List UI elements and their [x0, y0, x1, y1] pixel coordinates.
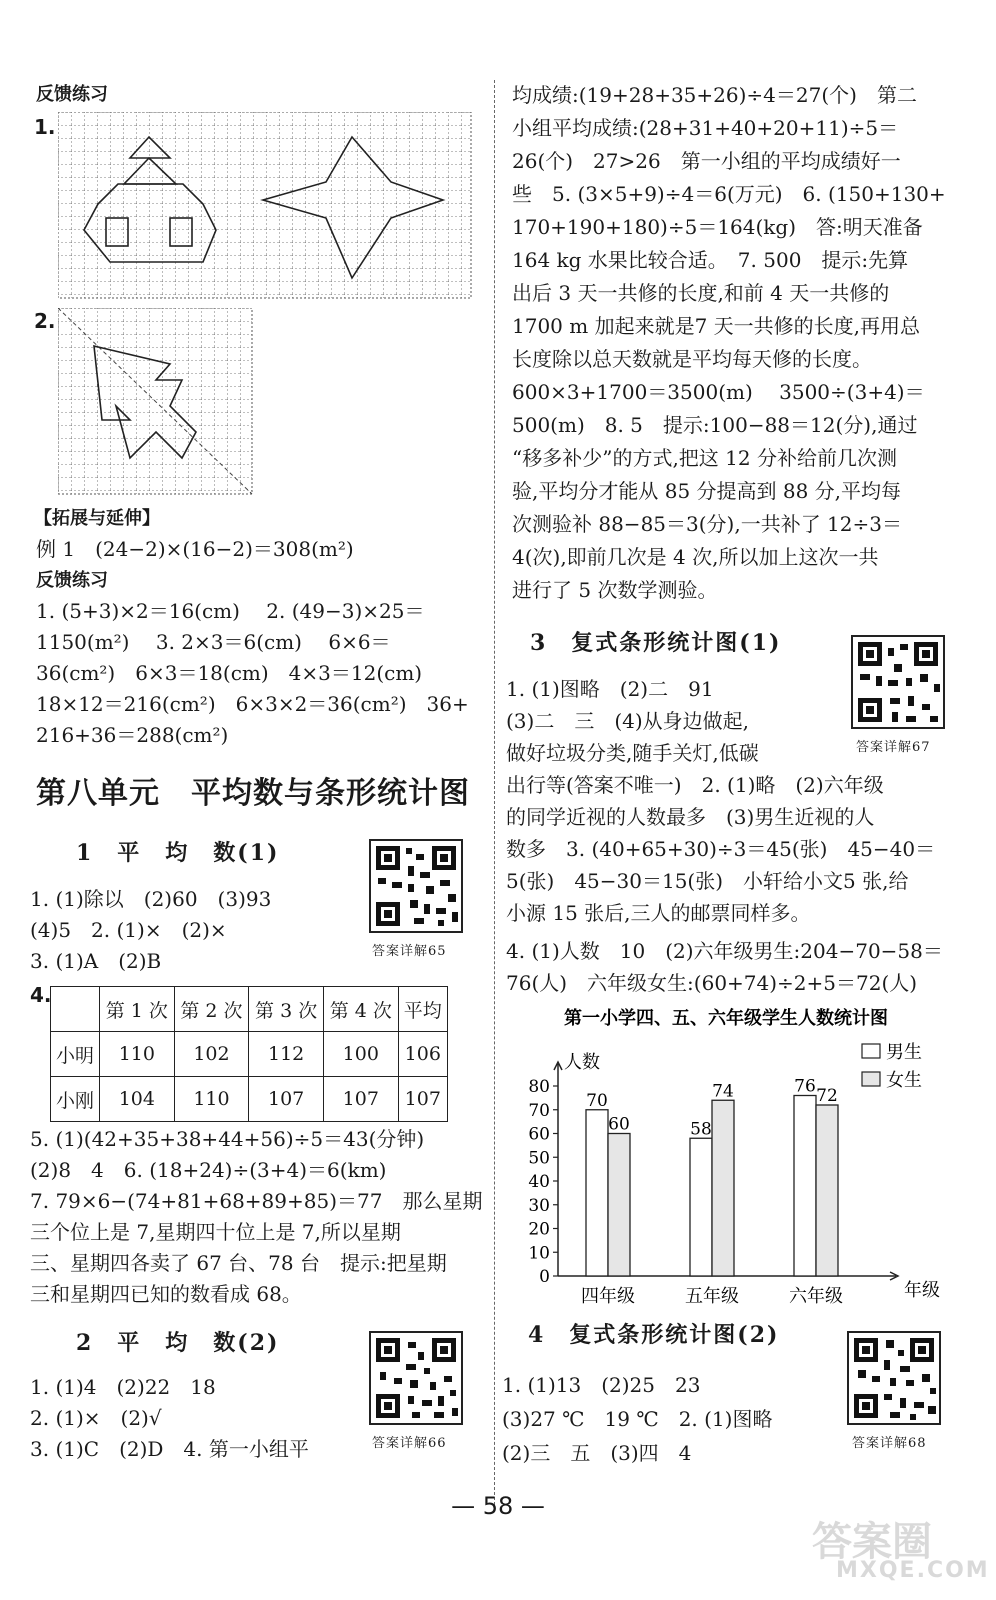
- section-2-title: 2 平 均 数(2): [76, 1330, 280, 1356]
- answer-line: 长度除以总天数就是平均每天修的长度。: [512, 347, 872, 371]
- table-cell: 107: [249, 1077, 324, 1122]
- feedback-line: 36(cm²) 6×3＝18(cm) 4×3＝12(cm): [36, 661, 423, 685]
- answer-line: 164 kg 水果比较合适。 7. 500 提示:先算: [512, 248, 909, 272]
- table-header-cell: 第 3 次: [249, 987, 324, 1032]
- answer-line: 做好垃圾分类,随手关灯,低碳: [506, 741, 759, 765]
- legend-swatch: [862, 1072, 880, 1086]
- question-2-label: 2.: [34, 309, 56, 333]
- y-tick-label: 60: [528, 1124, 550, 1145]
- unit-title: 第八单元 平均数与条形统计图: [36, 776, 470, 811]
- y-tick-label: 50: [528, 1148, 550, 1169]
- column-divider: [494, 80, 496, 1510]
- table-cell: 100: [323, 1032, 398, 1077]
- answer-line: (3)二 三 (4)从身边做起,: [506, 709, 750, 733]
- answer-line: 三个位上是 7,星期四十位上是 7,所以星期: [30, 1220, 401, 1244]
- answer-line: 1. (1)除以 (2)60 (3)93: [30, 887, 272, 911]
- x-tick-label: 五年级: [685, 1286, 739, 1307]
- answer-line: 1700 m 加起来就是7 天一共修的长度,再用总: [512, 314, 921, 338]
- answer-line: 进行了 5 次数学测验。: [512, 578, 718, 602]
- answer-line: 均成绩:(19+28+35+26)÷4＝27(个) 第二: [512, 83, 917, 107]
- x-tick-label: 六年级: [789, 1286, 843, 1307]
- question-4-label: 4.: [30, 983, 52, 1007]
- bar-女生: [712, 1100, 734, 1276]
- y-tick-label: 80: [528, 1077, 550, 1097]
- feedback-heading-1: 反馈练习: [36, 84, 108, 105]
- answer-line: 次测验补 88−85＝3(分),一共补了 12÷3＝: [512, 512, 902, 536]
- answer-line: “移多补少”的方式,把这 12 分补给前几次测: [512, 446, 897, 470]
- grid-figure-2: [58, 308, 254, 498]
- qr-code-icon[interactable]: [368, 838, 464, 934]
- legend-label: 男生: [886, 1042, 922, 1063]
- table-cell: 107: [398, 1077, 447, 1122]
- table-cell: 小明: [51, 1032, 100, 1077]
- y-tick-label: 0: [539, 1267, 550, 1287]
- table-header-cell: 第 1 次: [100, 987, 175, 1032]
- answer-line: 3. (1)C (2)D 4. 第一小组平: [30, 1437, 309, 1461]
- answer-line: 验,平均分才能从 85 分提高到 88 分,平均每: [512, 479, 902, 503]
- qr-caption: 答案详解65: [372, 944, 447, 959]
- answer-line: 170+190+180)÷5＝164(kg) 答:明天准备: [512, 215, 923, 239]
- table-cell: 102: [174, 1032, 249, 1077]
- section-4-title: 4 复式条形统计图(2): [528, 1322, 780, 1348]
- feedback-heading-2: 反馈练习: [36, 570, 108, 591]
- answer-line: (2)8 4 6. (18+24)÷(3+4)＝6(km): [30, 1158, 387, 1182]
- answer-line: 1. (1)图略 (2)二 91: [506, 677, 714, 701]
- bar-chart: [506, 1000, 946, 1310]
- table-cell: 107: [323, 1077, 398, 1122]
- answer-line: 三、星期四各卖了 67 台、78 台 提示:把星期: [30, 1251, 447, 1275]
- page-number: — 58 —: [451, 1492, 545, 1520]
- example-1: 例 1 (24−2)×(16−2)＝308(m²): [36, 537, 354, 561]
- answer-line: 4(次),即前几次是 4 次,所以加上这次一共: [512, 545, 879, 569]
- qr-caption: 答案详解68: [852, 1436, 927, 1451]
- extend-heading: 【拓展与延伸】: [34, 508, 160, 529]
- answer-line: 小源 15 张后,三人的邮票同样多。: [506, 901, 811, 925]
- x-axis-label: 年级: [904, 1280, 940, 1301]
- table-cell: 110: [100, 1032, 175, 1077]
- qr-code-icon[interactable]: [368, 1330, 464, 1426]
- answer-line: 500(m) 8. 5 提示:100−88＝12(分),通过: [512, 413, 918, 437]
- answer-line: 小组平均成绩:(28+31+40+20+11)÷5＝: [512, 116, 899, 140]
- chart-title: 第一小学四、五、六年级学生人数统计图: [564, 1008, 888, 1029]
- qr-caption: 答案详解66: [372, 1436, 447, 1451]
- answer-line: 出行等(答案不唯一) 2. (1)略 (2)六年级: [506, 773, 884, 797]
- grid-figure-1: [58, 112, 474, 302]
- bar-value-label: 70: [586, 1090, 608, 1111]
- table-header-cell: [51, 987, 100, 1032]
- answer-line: 7. 79×6−(74+81+68+89+85)＝77 那么星期: [30, 1189, 483, 1213]
- table-header-row: [51, 987, 448, 1032]
- section-1-title: 1 平 均 数(1): [76, 840, 280, 866]
- question-1-label: 1.: [34, 115, 56, 139]
- answer-line: 数多 3. (40+65+30)÷3＝45(张) 45−40＝: [506, 837, 936, 861]
- answer-line: 26(个) 27>26 第一小组的平均成绩好一: [512, 149, 901, 173]
- bar-女生: [816, 1105, 838, 1276]
- answer-line: 1. (1)4 (2)22 18: [30, 1375, 216, 1399]
- bar-女生: [608, 1134, 630, 1277]
- table-cell: 110: [174, 1077, 249, 1122]
- answer-line: 5(张) 45−30＝15(张) 小轩给小文5 张,给: [506, 869, 909, 893]
- table-header-cell: 平均: [398, 987, 447, 1032]
- answer-line: 1. (1)13 (2)25 23: [502, 1373, 701, 1397]
- answer-line: 76(人) 六年级女生:(60+74)÷2+5＝72(人): [506, 971, 918, 995]
- answer-line: 4. (1)人数 10 (2)六年级男生:204−70−58＝: [506, 939, 943, 963]
- section-3-title: 3 复式条形统计图(1): [530, 630, 782, 656]
- answer-line: 些 5. (3×5+9)÷4＝6(万元) 6. (150+130+: [512, 182, 946, 206]
- bar-value-label: 72: [816, 1086, 838, 1106]
- answer-line: 5. (1)(42+35+38+44+56)÷5＝43(分钟): [30, 1127, 425, 1151]
- bar-value-label: 76: [794, 1076, 816, 1097]
- feedback-line: 216+36＝288(cm²): [36, 723, 229, 747]
- bar-男生: [794, 1096, 816, 1277]
- feedback-line: 1. (5+3)×2＝16(cm) 2. (49−3)×25＝: [36, 599, 425, 623]
- bar-男生: [586, 1110, 608, 1276]
- score-table: [50, 986, 448, 1122]
- bar-value-label: 74: [712, 1081, 734, 1102]
- y-tick-label: 40: [528, 1172, 550, 1192]
- qr-code-icon[interactable]: [846, 1330, 942, 1426]
- x-tick-label: 四年级: [581, 1286, 635, 1307]
- qr-code-icon[interactable]: [850, 634, 946, 730]
- y-tick-label: 20: [528, 1219, 550, 1240]
- table-cell: 112: [249, 1032, 324, 1077]
- answer-line: (3)27 ℃ 19 ℃ 2. (1)图略: [502, 1407, 773, 1431]
- watermark-logo: 答案圈: [812, 1519, 932, 1565]
- watermark-url: MXQE.COM: [836, 1558, 990, 1583]
- bar-男生: [690, 1138, 712, 1276]
- y-tick-label: 70: [528, 1100, 550, 1121]
- table-cell: 小刚: [51, 1077, 100, 1122]
- y-axis-label: 人数: [564, 1052, 600, 1073]
- table-cell: 104: [100, 1077, 175, 1122]
- qr-caption: 答案详解67: [856, 740, 931, 755]
- bar-value-label: 60: [608, 1114, 630, 1135]
- table-header-cell: 第 4 次: [323, 987, 398, 1032]
- table-row: [51, 1032, 448, 1077]
- answer-line: 的同学近视的人数最多 (3)男生近视的人: [506, 805, 875, 829]
- legend-swatch: [862, 1044, 880, 1058]
- bar-value-label: 58: [690, 1119, 712, 1140]
- answer-line: (2)三 五 (3)四 4: [502, 1441, 692, 1465]
- table-row: [51, 1077, 448, 1122]
- table-cell: 106: [398, 1032, 447, 1077]
- answer-line: (4)5 2. (1)× (2)×: [30, 918, 227, 942]
- answer-line: 600×3+1700＝3500(m) 3500÷(3+4)＝: [512, 380, 925, 404]
- y-tick-label: 30: [528, 1195, 550, 1216]
- feedback-line: 18×12＝216(cm²) 6×3×2＝36(cm²) 36+: [36, 692, 469, 716]
- answer-line: 3. (1)A (2)B: [30, 949, 162, 973]
- answer-line: 2. (1)× (2)√: [30, 1406, 162, 1430]
- answer-line: 三和星期四已知的数看成 68。: [30, 1282, 302, 1306]
- answer-line: 出后 3 天一共修的长度,和前 4 天一共修的: [512, 281, 890, 305]
- table-header-cell: 第 2 次: [174, 987, 249, 1032]
- y-tick-label: 10: [528, 1243, 550, 1264]
- feedback-line: 1150(m²) 3. 2×3＝6(cm) 6×6＝: [36, 630, 391, 654]
- legend-label: 女生: [886, 1070, 922, 1091]
